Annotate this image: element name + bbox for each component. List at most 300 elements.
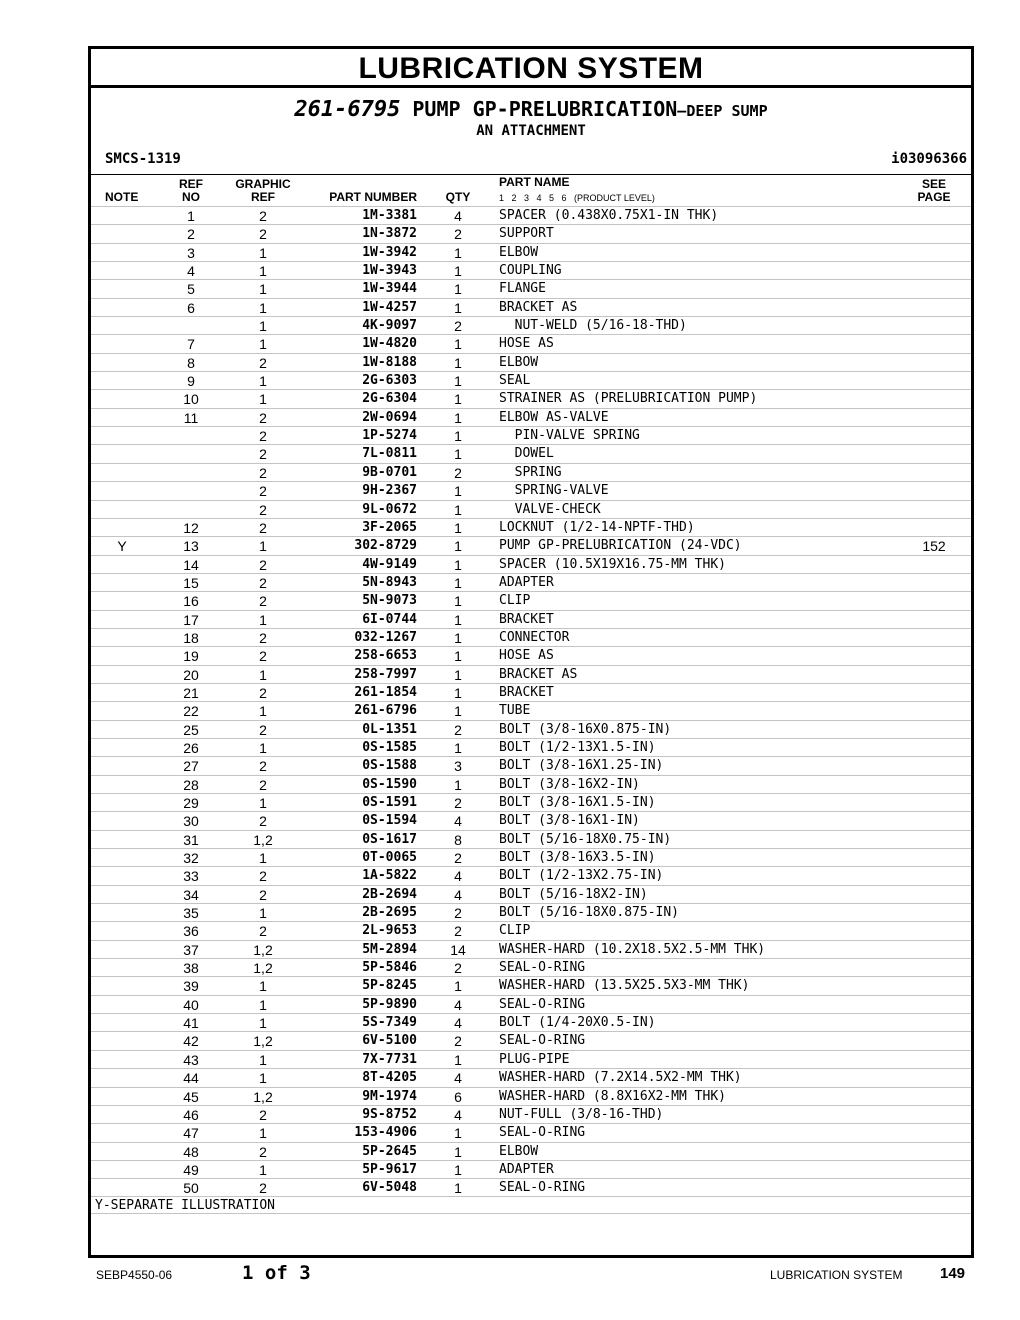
row-part-name: ELBOW (499, 244, 539, 260)
row-qty: 4 (454, 868, 462, 885)
row-part-name: SEAL-O-RING (499, 1180, 586, 1196)
row-part-name: PLUG-PIPE (499, 1051, 570, 1067)
row-part-name: SPRING (499, 464, 562, 480)
row-graphic-ref: 1 (259, 739, 267, 756)
row-qty: 4 (454, 996, 462, 1013)
table-row (91, 885, 971, 903)
row-ref-no: 7 (187, 336, 195, 353)
row-part-name: BOLT (5/16-18X2-IN) (499, 886, 648, 902)
table-row (91, 683, 971, 701)
table-row (91, 811, 971, 829)
section-title: LUBRICATION SYSTEM (91, 49, 971, 88)
footnote: Y-SEPARATE ILLUSTRATION (95, 1198, 276, 1213)
row-qty: 1 (454, 519, 462, 536)
table-row (91, 444, 971, 462)
row-part-number: 1N-3872 (362, 226, 417, 242)
row-part-name: PIN-VALVE SPRING (499, 428, 640, 444)
row-part-number: 5P-8245 (362, 978, 417, 994)
row-part-name: BRACKET (499, 611, 554, 627)
table-row (91, 261, 971, 279)
table-row (91, 1031, 971, 1049)
col-part-number-header: PART NUMBER (329, 190, 417, 204)
row-part-number: 7X-7731 (362, 1051, 417, 1067)
row-graphic-ref: 1 (259, 850, 267, 867)
row-qty: 4 (454, 1106, 462, 1123)
row-ref-no: 11 (183, 409, 199, 426)
row-graphic-ref: 1,2 (253, 1033, 273, 1050)
row-qty: 2 (454, 721, 462, 738)
col-graphic-header: GRAPHIC (235, 177, 291, 191)
row-part-name: WASHER-HARD (10.2X18.5X2.5-MM THK) (499, 941, 766, 957)
row-graphic-ref: 2 (259, 629, 267, 646)
row-graphic-ref: 2 (259, 464, 267, 481)
row-ref-no: 50 (183, 1180, 199, 1197)
row-part-name: WASHER-HARD (13.5X25.5X3-MM THK) (499, 978, 750, 994)
row-ref-no: 15 (183, 574, 199, 591)
row-part-number: 5N-9073 (362, 593, 417, 609)
row-part-number: 302-8729 (354, 538, 417, 554)
table-row (91, 334, 971, 352)
row-ref-no: 43 (183, 1051, 199, 1068)
row-ref-no: 40 (183, 996, 199, 1013)
row-qty: 1 (454, 391, 462, 408)
row-qty: 1 (454, 1161, 462, 1178)
table-row (91, 830, 971, 848)
row-ref-no: 5 (187, 281, 195, 298)
row-part-name: BOLT (3/8-16X1.25-IN) (499, 758, 664, 774)
row-qty: 1 (454, 409, 462, 426)
row-ref-no: 21 (183, 684, 199, 701)
row-part-number: 2G-6304 (362, 391, 417, 407)
row-part-name: BRACKET AS (499, 299, 578, 315)
row-graphic-ref: 2 (259, 813, 267, 830)
row-part-number: 4K-9097 (362, 318, 417, 334)
row-part-name: BOLT (3/8-16X0.875-IN) (499, 721, 672, 737)
row-qty: 8 (454, 831, 462, 848)
row-graphic-ref: 1 (259, 263, 267, 280)
row-part-number: 9S-8752 (362, 1106, 417, 1122)
row-part-name: ELBOW (499, 354, 539, 370)
row-ref-no: 2 (187, 226, 195, 243)
row-part-number: 2L-9653 (362, 923, 417, 939)
row-ref-no: 18 (183, 629, 199, 646)
row-graphic-ref: 2 (259, 446, 267, 463)
row-qty: 4 (454, 1015, 462, 1032)
row-part-number: 261-1854 (354, 684, 417, 700)
row-qty: 1 (454, 428, 462, 445)
table-row (91, 298, 971, 316)
row-qty: 4 (454, 208, 462, 224)
row-graphic-ref: 2 (259, 354, 267, 371)
row-qty: 1 (454, 1125, 462, 1142)
row-graphic-ref: 1,2 (253, 1088, 273, 1105)
row-graphic-ref: 2 (259, 556, 267, 573)
table-row (91, 279, 971, 297)
row-qty: 1 (454, 373, 462, 390)
row-part-number: 0S-1591 (362, 795, 417, 810)
table-row (91, 1050, 971, 1068)
row-qty: 2 (454, 318, 462, 335)
row-ref-no: 34 (183, 886, 199, 903)
row-part-number: 1W-8188 (362, 354, 417, 370)
row-ref-no: 4 (187, 263, 195, 280)
table-row (91, 481, 971, 499)
table-row (91, 1087, 971, 1105)
row-graphic-ref: 1,2 (253, 941, 273, 958)
row-graphic-ref: 1 (259, 299, 267, 316)
row-part-number: 258-7997 (354, 666, 417, 682)
row-graphic-ref: 1,2 (253, 960, 273, 977)
row-ref-no: 12 (183, 519, 199, 536)
row-graphic-ref: 2 (259, 684, 267, 701)
row-qty: 1 (454, 593, 462, 610)
row-part-name: SUPPORT (499, 226, 554, 242)
row-part-number: 5S-7349 (362, 1015, 417, 1031)
table-row (91, 940, 971, 958)
row-part-number: 0S-1585 (362, 739, 417, 755)
table-row (91, 793, 971, 811)
table-row (91, 1178, 971, 1196)
row-graphic-ref: 2 (259, 923, 267, 940)
table-row (91, 463, 971, 481)
row-graphic-ref: 1 (259, 1015, 267, 1032)
row-part-number: 7L-0811 (362, 446, 417, 462)
table-row (91, 591, 971, 609)
row-graphic-ref: 1 (259, 538, 267, 555)
row-graphic-ref: 2 (259, 593, 267, 610)
col-note-header: NOTE (105, 190, 139, 204)
row-graphic-ref: 2 (259, 226, 267, 243)
row-ref-no: 20 (183, 666, 199, 683)
col-graphic-ref-header: REF (251, 190, 275, 204)
row-part-number: 2B-2694 (362, 886, 417, 902)
row-qty: 1 (454, 703, 462, 720)
row-ref-no: 6 (187, 299, 195, 316)
row-graphic-ref: 1 (259, 905, 267, 922)
product-level-header: 1 2 3 4 5 6 (PRODUCT LEVEL) (499, 193, 655, 203)
row-qty: 1 (454, 483, 462, 500)
table-row (91, 866, 971, 884)
col-ref-header: REF (179, 177, 203, 191)
row-ref-no: 47 (183, 1125, 199, 1142)
row-qty: 3 (454, 758, 462, 775)
row-ref-no: 33 (183, 868, 199, 885)
table-row (91, 1160, 971, 1178)
row-graphic-ref: 2 (259, 208, 267, 224)
row-ref-no: 48 (183, 1143, 199, 1160)
row-part-number: 0S-1594 (362, 813, 417, 829)
col-qty-header: QTY (445, 190, 471, 204)
table-row (91, 848, 971, 866)
row-ref-no: 32 (183, 850, 199, 867)
table-row (91, 206, 971, 224)
footer-doc-code: SEBP4550-06 (96, 1268, 173, 1282)
row-part-number: 0S-1617 (362, 831, 417, 847)
table-row (91, 555, 971, 573)
row-qty: 2 (454, 1033, 462, 1050)
row-part-name: VALVE-CHECK (499, 501, 601, 517)
row-part-name: BOLT (3/8-16X3.5-IN) (499, 850, 656, 866)
row-graphic-ref: 1 (259, 666, 267, 683)
row-part-name: STRAINER AS (PRELUBRICATION PUMP) (499, 391, 758, 407)
row-part-name: CLIP (499, 593, 531, 609)
table-row (91, 426, 971, 444)
row-part-name: BOLT (3/8-16X1-IN) (499, 813, 640, 829)
row-part-number: 1A-5822 (362, 868, 417, 884)
row-part-number: 5P-5846 (362, 960, 417, 976)
row-qty: 2 (454, 226, 462, 243)
table-row (91, 995, 971, 1013)
row-graphic-ref: 1 (259, 244, 267, 261)
row-part-number: 032-1267 (354, 629, 417, 645)
row-ref-no: 1 (187, 208, 195, 224)
row-qty: 1 (454, 281, 462, 298)
row-ref-no: 19 (183, 648, 199, 665)
row-part-number: 1W-3942 (362, 244, 417, 260)
table-row (91, 665, 971, 683)
table-row (91, 1123, 971, 1141)
table-row (91, 921, 971, 939)
row-part-name: BRACKET (499, 684, 554, 700)
row-graphic-ref: 1 (259, 318, 267, 335)
assembly-subtitle: —DEEP SUMP (677, 102, 768, 120)
row-part-name: SEAL-O-RING (499, 996, 586, 1012)
row-graphic-ref: 2 (259, 1143, 267, 1160)
footer-section: LUBRICATION SYSTEM (770, 1268, 903, 1282)
row-part-name: NUT-FULL (3/8-16-THD) (499, 1106, 664, 1122)
row-part-number: 5P-9617 (362, 1161, 417, 1177)
row-graphic-ref: 1,2 (253, 831, 273, 848)
row-graphic-ref: 1 (259, 978, 267, 995)
smcs-code: SMCS-1319 (105, 151, 181, 167)
col-part-name-header: PART NAME (499, 175, 570, 189)
row-qty: 1 (454, 978, 462, 995)
row-qty: 1 (454, 501, 462, 518)
table-row (91, 903, 971, 921)
table-row (91, 628, 971, 646)
row-part-number: 8T-4205 (362, 1070, 417, 1086)
row-ref-no: 17 (183, 611, 199, 628)
row-part-number: 5N-8943 (362, 574, 417, 590)
row-ref-no: 28 (183, 776, 199, 793)
row-part-name: NUT-WELD (5/16-18-THD) (499, 318, 687, 334)
assembly-part-name: PUMP GP-PRELUBRICATION (412, 97, 678, 121)
row-part-name: DOWEL (499, 446, 554, 462)
col-page-header: PAGE (917, 190, 951, 204)
row-qty: 1 (454, 1180, 462, 1197)
row-qty: 2 (454, 923, 462, 940)
table-row (91, 958, 971, 976)
row-graphic-ref: 1 (259, 611, 267, 628)
table-row (91, 1105, 971, 1123)
row-ref-no: 8 (187, 354, 195, 371)
row-part-number: 6V-5100 (362, 1033, 417, 1049)
row-part-number: 9H-2367 (362, 483, 417, 499)
row-part-name: BOLT (1/2-13X2.75-IN) (499, 868, 664, 884)
row-graphic-ref: 1 (259, 391, 267, 408)
row-part-number: 1M-3381 (362, 208, 417, 223)
table-row (91, 1013, 971, 1031)
row-part-number: 0S-1588 (362, 758, 417, 774)
table-row (91, 389, 971, 407)
row-qty: 1 (454, 648, 462, 665)
row-note: Y (117, 538, 127, 555)
row-qty: 1 (454, 739, 462, 756)
row-qty: 1 (454, 574, 462, 591)
row-ref-no: 3 (187, 244, 195, 261)
table-row (91, 371, 971, 389)
row-part-number: 4W-9149 (362, 556, 417, 572)
row-part-name: BOLT (1/4-20X0.5-IN) (499, 1015, 656, 1031)
row-ref-no: 37 (183, 941, 199, 958)
row-part-number: 1W-3944 (362, 281, 417, 297)
table-row (91, 500, 971, 518)
row-qty: 1 (454, 666, 462, 683)
row-graphic-ref: 1 (259, 996, 267, 1013)
assembly-part-number: 261-6795 (294, 97, 401, 122)
row-ref-no: 41 (183, 1015, 199, 1032)
row-qty: 4 (454, 813, 462, 830)
row-qty: 1 (454, 776, 462, 793)
row-ref-no: 49 (183, 1161, 199, 1178)
footer-page-of: 1 of 3 (242, 1262, 311, 1284)
row-ref-no: 39 (183, 978, 199, 995)
row-part-name: CLIP (499, 923, 531, 939)
table-row (91, 408, 971, 426)
row-ref-no: 42 (183, 1033, 199, 1050)
footnote-row (91, 1196, 971, 1214)
row-part-number: 6I-0744 (362, 611, 417, 627)
row-graphic-ref: 1 (259, 1125, 267, 1142)
row-qty: 4 (454, 1070, 462, 1087)
table-row (91, 1068, 971, 1086)
illustration-id: i03096366 (891, 151, 967, 167)
table-row (91, 573, 971, 591)
row-qty: 1 (454, 684, 462, 701)
row-ref-no: 22 (183, 703, 199, 720)
row-ref-no: 27 (183, 758, 199, 775)
row-ref-no: 26 (183, 739, 199, 756)
row-graphic-ref: 2 (259, 519, 267, 536)
row-part-number: 5P-2645 (362, 1143, 417, 1159)
row-part-name: HOSE AS (499, 336, 554, 352)
row-part-name: BRACKET AS (499, 666, 578, 682)
row-part-name: ADAPTER (499, 1161, 554, 1177)
footer-page-number: 149 (940, 1265, 966, 1282)
row-part-name: HOSE AS (499, 648, 554, 664)
table-row (91, 756, 971, 774)
row-part-number: 0L-1351 (362, 721, 417, 737)
table-row (91, 646, 971, 664)
row-graphic-ref: 2 (259, 1106, 267, 1123)
row-part-number: 9M-1974 (362, 1088, 417, 1104)
row-part-name: CONNECTOR (499, 629, 570, 645)
row-ref-no: 45 (183, 1088, 199, 1105)
row-graphic-ref: 1 (259, 336, 267, 353)
row-graphic-ref: 1 (259, 703, 267, 720)
row-part-name: BOLT (3/8-16X1.5-IN) (499, 795, 656, 810)
row-graphic-ref: 1 (259, 1070, 267, 1087)
row-part-name: BOLT (5/16-18X0.75-IN) (499, 831, 672, 847)
row-part-number: 9B-0701 (362, 464, 417, 480)
row-part-number: 0T-0065 (362, 850, 417, 866)
row-qty: 2 (454, 464, 462, 481)
table-row (91, 353, 971, 371)
row-qty: 1 (454, 336, 462, 353)
row-qty: 1 (454, 556, 462, 573)
row-part-number: 0S-1590 (362, 776, 417, 792)
row-part-name: ADAPTER (499, 574, 554, 590)
row-qty: 2 (454, 795, 462, 811)
row-graphic-ref: 2 (259, 501, 267, 518)
row-part-name: FLANGE (499, 281, 546, 297)
row-graphic-ref: 1 (259, 1161, 267, 1178)
row-qty: 2 (454, 850, 462, 867)
row-qty: 1 (454, 538, 462, 555)
row-part-number: 9L-0672 (362, 501, 417, 517)
parts-table-body (91, 206, 971, 1197)
row-ref-no: 13 (183, 538, 199, 555)
row-part-name: LOCKNUT (1/2-14-NPTF-THD) (499, 519, 695, 535)
row-part-number: 1P-5274 (362, 428, 417, 444)
row-qty: 1 (454, 244, 462, 261)
row-graphic-ref: 2 (259, 483, 267, 500)
col-ref-no-header: NO (182, 190, 200, 204)
table-row (91, 536, 971, 554)
row-part-number: 1W-4820 (362, 336, 417, 352)
row-part-name: SEAL-O-RING (499, 960, 586, 976)
table-row (91, 738, 971, 756)
row-ref-no: 16 (183, 593, 199, 610)
row-part-name: BOLT (3/8-16X2-IN) (499, 776, 640, 792)
row-qty: 2 (454, 960, 462, 977)
row-part-number: 153-4906 (354, 1125, 417, 1141)
table-row (91, 701, 971, 719)
row-graphic-ref: 2 (259, 721, 267, 738)
row-ref-no: 46 (183, 1106, 199, 1123)
row-part-name: SEAL-O-RING (499, 1033, 586, 1049)
row-ref-no: 44 (183, 1070, 199, 1087)
row-part-number: 5P-9890 (362, 996, 417, 1012)
table-row (91, 518, 971, 536)
table-row (91, 610, 971, 628)
attachment-label: AN ATTACHMENT (476, 123, 586, 139)
table-row (91, 316, 971, 334)
row-ref-no: 31 (183, 831, 199, 848)
row-qty: 4 (454, 886, 462, 903)
table-row (91, 976, 971, 994)
row-part-name: PUMP GP-PRELUBRICATION (24-VDC) (499, 538, 742, 554)
assembly-title (91, 97, 971, 123)
row-part-number: 2B-2695 (362, 905, 417, 921)
row-part-number: 5M-2894 (362, 941, 417, 957)
row-part-number: 2G-6303 (362, 373, 417, 389)
row-graphic-ref: 2 (259, 1180, 267, 1197)
row-part-number: 2W-0694 (362, 409, 417, 425)
row-qty: 1 (454, 354, 462, 371)
row-ref-no: 14 (183, 556, 199, 573)
row-ref-no: 10 (183, 391, 199, 408)
row-part-name: SEAL (499, 373, 531, 389)
table-row (91, 224, 971, 242)
row-part-name: SPRING-VALVE (499, 483, 609, 499)
row-part-name: ELBOW AS-VALVE (499, 409, 609, 425)
row-see-page: 152 (922, 538, 946, 555)
row-ref-no: 35 (183, 905, 199, 922)
row-graphic-ref: 1 (259, 1051, 267, 1068)
row-ref-no: 9 (187, 373, 195, 390)
row-graphic-ref: 2 (259, 758, 267, 775)
